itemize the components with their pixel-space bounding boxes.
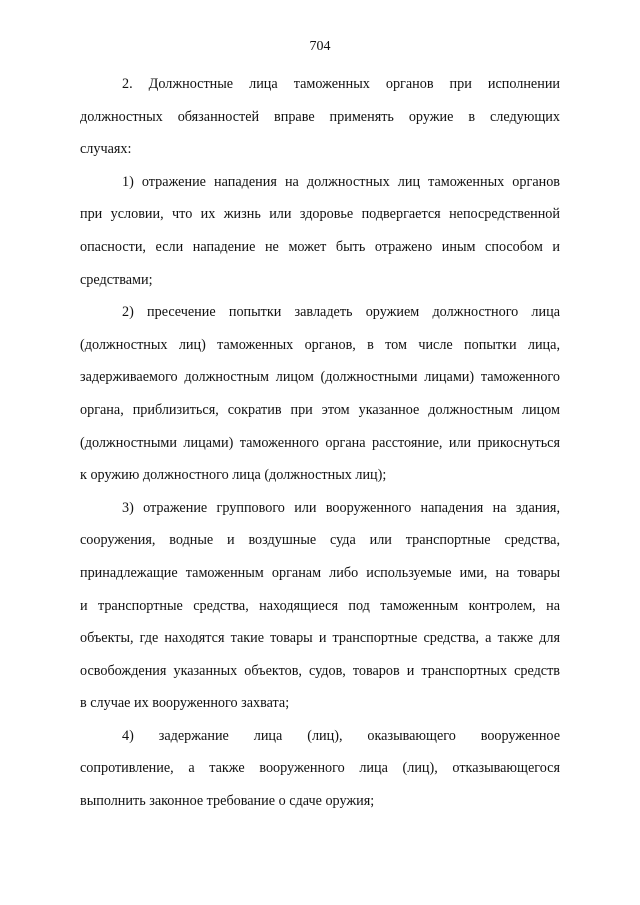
paragraph-line: выполнить законное требование о сдаче оружия; (80, 793, 375, 810)
paragraph-line: 3) отражение группового или вооруженного нападения на здания, (122, 499, 560, 516)
paragraph-line: средствами; (80, 271, 153, 288)
list-item-3 (80, 492, 560, 720)
paragraph-line: (должностными лицами) таможенного органа расстояние, или прикоснуться (80, 434, 560, 451)
paragraph-line: 4) задержание лица (лиц), оказывающего вооруженное (122, 727, 560, 744)
list-item-4 (80, 720, 560, 818)
paragraph-line: к оружию должностного лица (должностных лиц); (80, 467, 387, 484)
paragraph-line: органа, приблизиться, сократив при этом указанное должностным лицом (80, 401, 560, 418)
paragraph-item-2 (80, 68, 560, 166)
paragraph-line: принадлежащие таможенным органам либо используемые ими, на товары (80, 564, 560, 581)
paragraph-line: сооружения, водные и воздушные суда или транспортные средства, (80, 532, 560, 549)
paragraph-line: задерживаемого должностным лицом (должностными лицами) таможенного (80, 369, 560, 386)
paragraph-line: (должностных лиц) таможенных органов, в том числе попытки лица, (80, 336, 560, 353)
paragraph-line: и транспортные средства, находящиеся под таможенным контролем, на (80, 597, 560, 614)
paragraph-line: 1) отражение нападения на должностных лиц таможенных органов (122, 173, 560, 190)
paragraph-line: сопротивление, а также вооруженного лица (лиц), отказывающегося (80, 760, 560, 777)
paragraph-line: 2) пресечение попытки завладеть оружием должностного лица (122, 304, 560, 321)
list-item-1 (80, 166, 560, 296)
paragraph-line: случаях: (80, 141, 132, 158)
page-number: 704 (309, 39, 331, 54)
paragraph-line: в случае их вооруженного захвата; (80, 695, 290, 712)
paragraph-line: освобождения указанных объектов, судов, товаров и транспортных средств (80, 662, 560, 679)
paragraph-line: опасности, если нападение не может быть отражено иным способом и (80, 238, 560, 255)
paragraph-line: объекты, где находятся такие товары и транспортные средства, а также для (80, 630, 560, 647)
paragraph-line: при условии, что их жизнь или здоровье подвергается непосредственной (80, 206, 560, 223)
document-body (80, 68, 560, 818)
paragraph-line: 2. Должностные лица таможенных органов при исполнении (122, 76, 560, 92)
list-item-2 (80, 296, 560, 492)
paragraph-line: должностных обязанностей вправе применять оружие в следующих (80, 108, 560, 125)
